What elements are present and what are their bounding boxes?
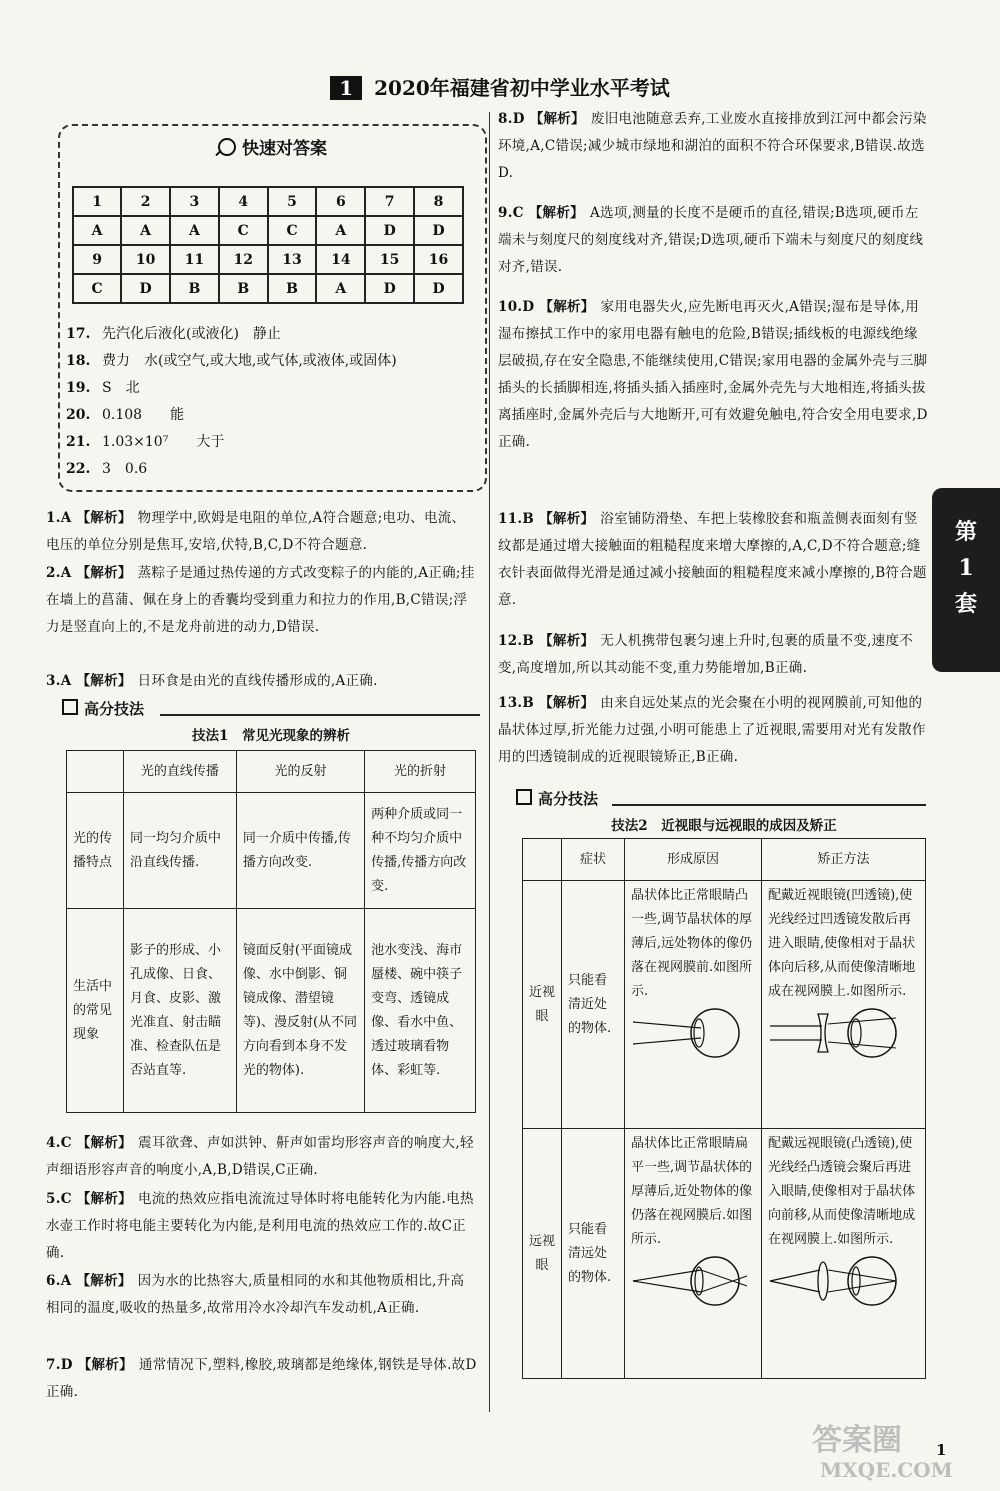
table-header-cell: 矫正方法: [762, 839, 926, 881]
explanation-q8: 8.D 【解析】 废旧电池随意丢弃,工业废水直接排放到江河中都会污染环境,A,C错误;减少城市绿地和湖泊的面积不符合环保要求,B错误.故选D.: [498, 111, 927, 181]
answer-cell: D: [365, 216, 414, 245]
myopia-cause-text: 晶状体比正常眼睛凸一些,调节晶状体的厚薄后,远处物体的像仍落在视网膜前.如图所示.: [631, 888, 753, 999]
technique-icon: [516, 789, 532, 805]
answer-cell: 11: [170, 245, 219, 274]
answer-row-numbers-1: [73, 187, 463, 216]
answer-cell: A: [170, 216, 219, 245]
answer-cell: B: [268, 274, 317, 303]
table-row: [67, 793, 476, 909]
table-header-cell: 光的反射: [236, 751, 364, 793]
table-row-header: 近视眼: [523, 881, 562, 1129]
answer-cell: 7: [365, 187, 414, 216]
technique-1-table: [66, 750, 476, 1113]
answer-line-17: 17. 先汽化后液化(或液化) 静止: [66, 326, 281, 342]
answer-cell: D: [121, 274, 170, 303]
explanation-q4: 4.C 【解析】 震耳欲聋、声如洪钟、鼾声如雷均形容声音的响度大,轻声细语形容声音的响度小,A,B,D错误,C正确.: [46, 1135, 474, 1178]
answer-cell: 3: [170, 187, 219, 216]
answer-cell: 1: [73, 187, 121, 216]
answer-line-21: 21. 1.03×10⁷ 大于: [66, 434, 225, 450]
technique-1-caption: 技法1 常见光现象的辨析: [192, 728, 350, 744]
answer-cell: C: [73, 274, 121, 303]
explanation-q9: 9.C 【解析】 A选项,测量的长度不是硬币的直径,错误;B选项,硬币左端未与刻度尺的刻度线对齐,错误;D选项,硬币下端未与刻度尺的刻度线对齐,错误.: [498, 205, 924, 275]
answer-cell: D: [365, 274, 414, 303]
answer-row-letters-2: [73, 274, 463, 303]
answer-cell: C: [268, 216, 317, 245]
table-cell: [67, 751, 124, 793]
explanation-q5: 5.C 【解析】 电流的热效应指电流流过导体时将电能转化为内能.电热水壶工作时将电能主要转化为内能,是利用电流的热效应工作的.故C正确.: [46, 1191, 474, 1261]
table-cell: 两种介质或同一种不均匀介质中传播,传播方向改变.: [365, 793, 476, 909]
table-row-header: 光的传播特点: [67, 793, 124, 909]
explanation-q2: 2.A 【解析】 蒸粽子是通过热传递的方式改变粽子的内能的,A正确;挂在墙上的菖蒲、佩在身上的香囊均受到重力和拉力的作用,B,C错误;浮力是竖直向上的,不是龙舟前进的动力,D错误.: [46, 565, 475, 635]
hyperopia-correction-text: 配戴远视眼镜(凸透镜),使光线经凸透镜会聚后再进入眼睛,使像相对于晶状体向前移,从而使像清晰地成在视网膜上.如图所示.: [768, 1136, 916, 1247]
myopia-eye-diagram: [631, 1004, 749, 1062]
answer-line-19: 19. S 北: [66, 380, 140, 396]
hyperopia-eye-diagram: [631, 1252, 749, 1310]
table-cell: 同一均匀介质中沿直线传播.: [124, 793, 237, 909]
answer-line-22: 22. 3 0.6: [66, 461, 148, 477]
answer-row-numbers-2: [73, 245, 463, 274]
answer-cell: D: [414, 274, 463, 303]
answer-cell: 15: [365, 245, 414, 274]
answer-cell: 2: [121, 187, 170, 216]
table-header-cell: 光的折射: [365, 751, 476, 793]
table-cell: 影子的形成、小孔成像、日食、月食、皮影、激光准直、射击瞄准、检查队伍是否站直等.: [124, 909, 237, 1113]
table-cell: [762, 881, 926, 1129]
answer-cell: 16: [414, 245, 463, 274]
concave-lens-diagram: [768, 1004, 908, 1062]
explanation-q3: 3.A 【解析】 日环食是由光的直线传播形成的,A正确.: [46, 673, 378, 689]
table-header-cell: 症状: [562, 839, 625, 881]
answer-cell: 6: [316, 187, 365, 216]
convex-lens-diagram: [768, 1252, 908, 1310]
table-cell: 池水变浅、海市蜃楼、碗中筷子变弯、透镜成像、看水中鱼、透过玻璃看物体、彩虹等.: [365, 909, 476, 1113]
section-rule-right: [612, 804, 926, 806]
answer-cell: A: [73, 216, 121, 245]
section-heading-right: 高分技法: [516, 788, 598, 809]
set-number-badge: 1: [330, 76, 362, 100]
table-row-header: 远视眼: [523, 1129, 562, 1379]
answer-cell: 8: [414, 187, 463, 216]
table-row: [523, 1129, 926, 1379]
explanation-q11: 11.B 【解析】 浴室铺防滑垫、车把上装橡胶套和瓶盖侧表面刻有竖纹都是通过增大接触面的粗糙程度来增大摩擦的,A,C,D不符合题意;缝衣针表面做得光滑是通过减小接触面的粗糙程度来减小摩擦的,B符合题意.: [498, 511, 927, 608]
explanation-q7: 7.D 【解析】 通常情况下,塑料,橡胶,玻璃都是绝缘体,钢铁是导体.故D正确.: [46, 1357, 477, 1400]
table-header-row: [523, 839, 926, 881]
table-cell: 只能看清远处的物体.: [562, 1129, 625, 1379]
table-cell: 同一介质中传播,传播方向改变.: [236, 793, 364, 909]
table-cell: [762, 1129, 926, 1379]
exam-title: 2020年福建省初中学业水平考试: [374, 76, 670, 100]
answer-cell: B: [219, 274, 268, 303]
table-cell: [523, 839, 562, 881]
answer-cell: 12: [219, 245, 268, 274]
answer-cell: 10: [121, 245, 170, 274]
hyperopia-cause-text: 晶状体比正常眼睛扁平一些,调节晶状体的厚薄后,近处物体的像仍落在视网膜后.如图所示.: [631, 1136, 753, 1247]
table-cell: 镜面反射(平面镜成像、水中倒影、铜镜成像、潜望镜等)、漫反射(从不同方向看到本身不发光的物体).: [236, 909, 364, 1113]
table-header-cell: 光的直线传播: [124, 751, 237, 793]
table-cell: [625, 1129, 762, 1379]
section-rule-left: [160, 714, 480, 716]
table-row: [67, 909, 476, 1113]
myopia-correction-text: 配戴近视眼镜(凹透镜),使光线经过凹透镜发散后再进入眼睛,使像相对于晶状体向后移,从而使像清晰地成在视网膜上.如图所示.: [768, 888, 916, 999]
answer-grid: [72, 186, 464, 304]
answer-line-18: 18. 费力 水(或空气,或大地,或气体,或液体,或固体): [66, 353, 397, 369]
answer-cell: C: [219, 216, 268, 245]
quick-answer-box: [58, 124, 487, 492]
answer-cell: B: [170, 274, 219, 303]
explanation-q1: 1.A 【解析】 物理学中,欧姆是电阻的单位,A符合题意;电功、电流、电压的单位分别是焦耳,安培,伏特,B,C,D不符合题意.: [46, 510, 466, 553]
technique-2-table: [522, 838, 926, 1379]
table-cell: [625, 881, 762, 1129]
page-number: 1: [936, 1441, 947, 1459]
answer-cell: A: [121, 216, 170, 245]
watermark-logo: 答案圈: [812, 1423, 902, 1458]
technique-2-caption: 技法2 近视眼与远视眼的成因及矫正: [611, 818, 837, 834]
answer-cell: 5: [268, 187, 317, 216]
answer-row-letters-1: [73, 216, 463, 245]
answer-cell: 13: [268, 245, 317, 274]
answer-cell: A: [316, 274, 365, 303]
answer-cell: 9: [73, 245, 121, 274]
explanation-q12: 12.B 【解析】 无人机携带包裹匀速上升时,包裹的质量不变,速度不变,高度增加,所以其动能不变,重力势能增加,B正确.: [498, 633, 914, 676]
explanation-q6: 6.A 【解析】 因为水的比热容大,质量相同的水和其他物质相比,升高相同的温度,吸收的热量多,故常用冷水冷却汽车发动机,A正确.: [46, 1273, 465, 1316]
table-header-row: [67, 751, 476, 793]
watermark-url: MXQE.COM: [820, 1458, 953, 1482]
answer-cell: 14: [316, 245, 365, 274]
explanation-q13: 13.B 【解析】 由来自远处某点的光会聚在小明的视网膜前,可知他的晶状体过厚,折光能力过强,小明可能患上了近视眼,需要用对光有发散作用的凹透镜制成的近视眼镜矫正,B正确.: [498, 695, 926, 765]
table-row-header: 生活中的常见现象: [67, 909, 124, 1113]
page-title: [0, 72, 1000, 101]
technique-icon: [62, 699, 78, 715]
quick-answer-heading: 快速对答案: [60, 134, 485, 159]
set-tab: 第 1 套: [932, 488, 1000, 672]
answer-cell: A: [316, 216, 365, 245]
answer-line-20: 20. 0.108 能: [66, 407, 185, 423]
answer-cell: D: [414, 216, 463, 245]
table-row: [523, 881, 926, 1129]
column-divider: [489, 112, 490, 1412]
table-cell: 只能看清近处的物体.: [562, 881, 625, 1129]
section-heading-left: 高分技法: [62, 698, 144, 719]
table-header-cell: 形成原因: [625, 839, 762, 881]
explanation-q10: 10.D 【解析】 家用电器失火,应先断电再灭火,A错误;湿布是导体,用湿布擦拭工作中的家用电器有触电的危险,B错误;插线板的电源线绝缘层破损,存在安全隐患,不能继续使用,C错误;家用电器的金属外壳与三脚插头的长插脚相连,将插头插入插座时,金属外壳先与大地相连,将插头拔离插座时,金属外壳后与大地断开,可有效避免触电,符合安全用电要求,D正确.: [498, 299, 928, 450]
answer-cell: 4: [219, 187, 268, 216]
magnifier-icon: [218, 138, 236, 156]
